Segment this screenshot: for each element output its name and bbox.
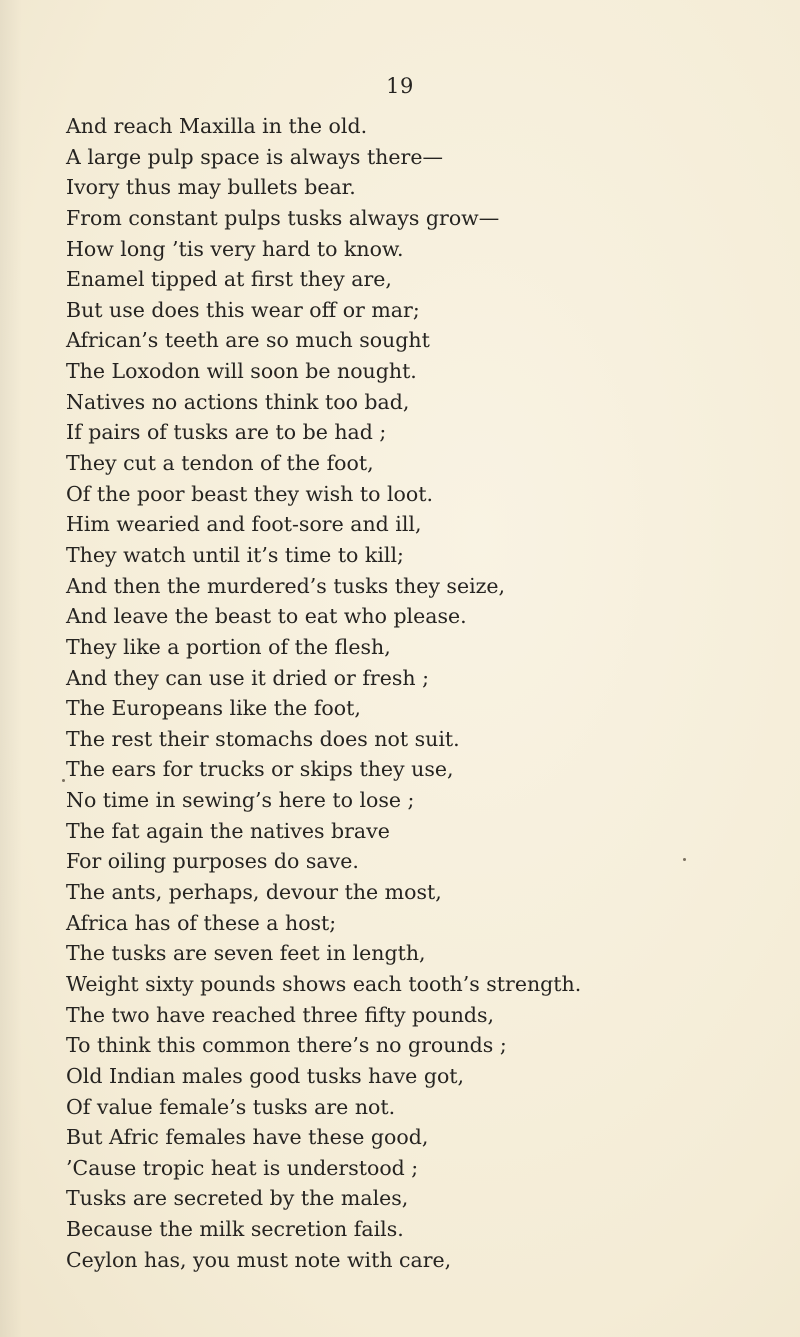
verse-line: Of value female’s tusks are not. — [66, 1094, 396, 1119]
verse-line: They cut a tendon of the foot, — [66, 451, 374, 476]
verse-line: Tusks are secreted by the males, — [66, 1186, 409, 1211]
verse-line: The Europeans like the foot, — [66, 696, 361, 721]
verse-line: Enamel tipped at first they are, — [66, 267, 392, 292]
verse-line: But Afric females have these good, — [66, 1125, 429, 1150]
verse-line: They watch until it’s time to kill; — [66, 542, 404, 567]
verse-line: A large pulp space is always there— — [66, 144, 443, 169]
verse-line: ’Cause tropic heat is understood ; — [66, 1155, 419, 1180]
verse-line: How long ’tis very hard to know. — [66, 236, 404, 261]
verse-line: And they can use it dried or fresh ; — [66, 665, 429, 690]
verse-line: If pairs of tusks are to be had ; — [66, 420, 387, 445]
poem-verse — [66, 111, 581, 1275]
verse-line: Natives no actions think too bad, — [66, 389, 410, 414]
verse-line: Because the milk secretion fails. — [66, 1217, 404, 1242]
verse-line: From constant pulps tusks always grow— — [66, 205, 500, 230]
margin-speck — [62, 779, 65, 782]
verse-line: African’s teeth are so much sought — [66, 328, 430, 353]
verse-line: And reach Maxilla in the old. — [66, 114, 368, 138]
verse-line: Weight sixty pounds shows each tooth’s strength. — [66, 971, 582, 996]
verse-line: Ceylon has, you must note with care, — [66, 1247, 452, 1272]
page-number: 19 — [386, 74, 414, 98]
verse-line: The ants, perhaps, devour the most, — [66, 880, 442, 905]
verse-line: The fat again the natives brave — [66, 818, 390, 843]
verse-line: No time in sewing’s here to lose ; — [66, 788, 415, 813]
verse-line: Of the poor beast they wish to loot. — [66, 481, 433, 506]
verse-line: The rest their stomachs does not suit. — [66, 726, 460, 751]
verse-line: For oiling purposes do save. — [66, 849, 359, 874]
verse-line: The Loxodon will soon be nought. — [66, 359, 417, 384]
verse-line: The tusks are seven feet in length, — [66, 941, 426, 966]
verse-line: The two have reached three fifty pounds, — [66, 1002, 495, 1027]
verse-line: Him wearied and foot-sore and ill, — [66, 512, 422, 537]
margin-speck — [683, 858, 686, 861]
verse-line: They like a portion of the flesh, — [66, 634, 391, 659]
verse-line: To think this common there’s no grounds ; — [66, 1033, 507, 1058]
verse-line: Africa has of these a host; — [66, 910, 337, 935]
verse-line: And then the murdered’s tusks they seize, — [66, 573, 506, 598]
verse-line: Old Indian males good tusks have got, — [66, 1063, 465, 1088]
verse-line: But use does this wear off or mar; — [66, 297, 420, 322]
verse-line: Ivory thus may bullets bear. — [66, 175, 356, 200]
verse-line: And leave the beast to eat who please. — [66, 604, 467, 629]
verse-line: The ears for trucks or skips they use, — [66, 757, 454, 782]
